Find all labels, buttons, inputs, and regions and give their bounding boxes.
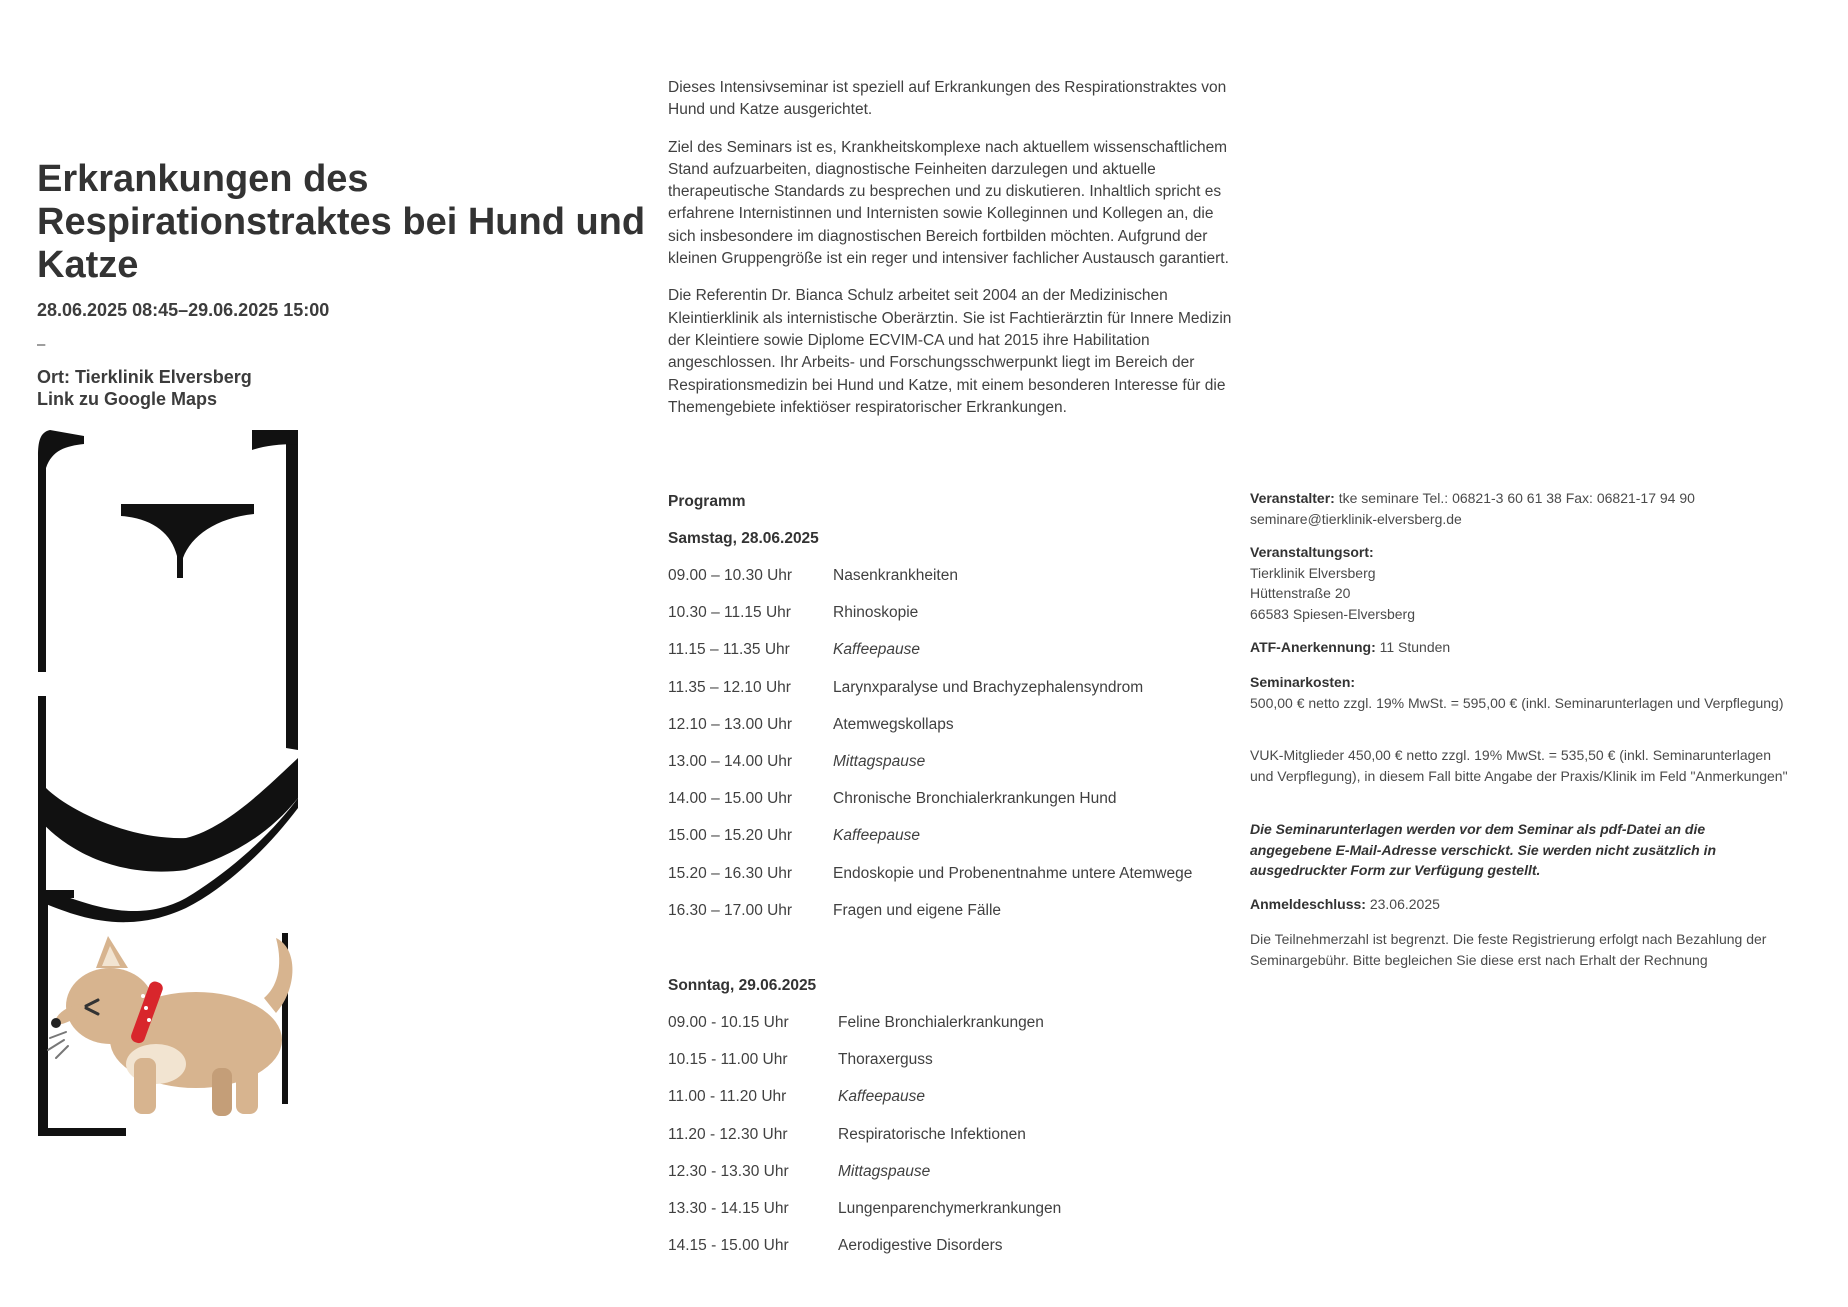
- intro-paragraph: Die Referentin Dr. Bianca Schulz arbeitet seit 2004 an der Medizinischen Kleintierklinik als internistische Oberärztin. Sie ist Fachtierärztin für Innere Medizin der Kleintiere sowie Diplome ECVIM-CA und hat 2015 ihre Habilitation angeschlossen. Ihr Arbeits- und Forschungsschwerpunkt liegt im Bereich der Respirationsmedizin bei Hund und Katze, mit einem besonderen Interesse für die Themengebiete infektiöser respiratorischer Erkrankungen.: [668, 287, 1232, 416]
- schedule-break: Kaffeepause: [838, 1088, 926, 1106]
- atf-value: 11 Stunden: [1375, 639, 1451, 655]
- atf-info: [1250, 637, 1790, 658]
- schedule-topic: Larynxparalyse und Brachyzephalensyndrom: [833, 678, 1144, 696]
- schedule-row: [668, 1088, 1228, 1110]
- schedule-row: [668, 790, 1228, 812]
- schedule-topic: Nasenkrankheiten: [833, 567, 958, 584]
- schedule-row: [668, 1126, 1228, 1148]
- organizer-contact: tke seminare Tel.: 06821-3 60 61 38 Fax: 06821-17 94 90: [1334, 490, 1695, 506]
- schedule-row: [668, 1051, 1228, 1073]
- intro-paragraph: Dieses Intensivseminar ist speziell auf Erkrankungen des Respirationstraktes von Hund und Katze ausgerichtet.: [668, 79, 1227, 119]
- dog-icon: [48, 936, 293, 1116]
- program-heading: Programm: [668, 493, 746, 510]
- schedule-break: Mittagspause: [838, 1162, 931, 1180]
- deadline-info: [1250, 894, 1790, 915]
- seminar-illustration: [36, 428, 354, 1152]
- organizer-email[interactable]: seminare@tierklinik-elversberg.de: [1250, 510, 1462, 527]
- schedule-topic: Aerodigestive Disorders: [838, 1237, 1003, 1255]
- schedule-topic: Feline Bronchialerkrankungen: [838, 1014, 1044, 1031]
- schedule-row: [668, 902, 1228, 924]
- schedule-time: 12.10 – 13.00 Uhr: [668, 715, 793, 733]
- schedule-row: [668, 1237, 1228, 1259]
- day-heading: Sonntag, 29.06.2025: [668, 977, 817, 994]
- schedule-break: Kaffeepause: [833, 641, 921, 659]
- schedule-time: 09.00 - 10.15 Uhr: [668, 1014, 789, 1031]
- schedule-topic: Thoraxerguss: [838, 1051, 933, 1069]
- day-heading: Samstag, 28.06.2025: [668, 530, 819, 547]
- schedule-break: Kaffeepause: [833, 827, 921, 845]
- schedule-time: 09.00 – 10.30 Uhr: [668, 567, 793, 584]
- schedule-time: 13.00 – 14.00 Uhr: [668, 753, 793, 770]
- organizer-info: [1250, 488, 1790, 529]
- schedule-time: 11.35 – 12.10 Uhr: [668, 678, 791, 696]
- costs-info: [1250, 672, 1790, 713]
- venue-line: Tierklinik Elversberg: [1250, 564, 1376, 581]
- intro-paragraph: Ziel des Seminars ist es, Krankheitskomplexe nach aktuellem wissenschaftlichem Stand aufzuarbeiten, diagnostische Feinheiten darzulegen und aktuelle therapeutische Standards zu besprechen und zu diskutieren. Inhaltlich spricht es erfahrene Internistinnen und Internisten sowie Kolleginnen und Kollegen an, die sich insbesondere im diagnostischen Bereich fortbilden möchten. Aufgrund der kleinen Gruppengröße ist ein reger und intensiver fachlicher Austausch garantiert.: [668, 138, 1229, 268]
- schedule-row: [668, 641, 1228, 663]
- venue-info: [1250, 542, 1790, 624]
- schedule-time: 11.00 - 11.20 Uhr: [668, 1088, 787, 1106]
- schedule-time: 14.15 - 15.00 Uhr: [668, 1237, 789, 1255]
- schedule-time: 16.30 – 17.00 Uhr: [668, 901, 793, 919]
- event-datetime: 28.06.2025 08:45–29.06.2025 15:00: [37, 300, 330, 320]
- schedule-row: [668, 753, 1228, 775]
- schedule-row: [668, 1014, 1228, 1036]
- separator-dash: –: [37, 336, 46, 353]
- schedule-row: [668, 1163, 1228, 1185]
- schedule-time: 10.15 - 11.00 Uhr: [668, 1051, 788, 1069]
- google-maps-link[interactable]: Link zu Google Maps: [37, 389, 218, 409]
- schedule-row: [668, 604, 1228, 626]
- schedule-row: [668, 679, 1228, 701]
- atf-label: ATF-Anerkennung:: [1250, 639, 1376, 655]
- venue-line: 66583 Spiesen-Elversberg: [1250, 605, 1415, 622]
- vuk-info: VUK-Mitglieder 450,00 € netto zzgl. 19% MwSt. = 535,50 € (inkl. Seminarunterlagen und Verpflegung), in diesem Fall bitte Angabe der Praxis/Klinik im Feld "Anmerkungen": [1250, 747, 1788, 784]
- schedule-time: 15.20 – 16.30 Uhr: [668, 864, 793, 882]
- event-location: Ort: Tierklinik Elversberg: [37, 367, 252, 387]
- deadline-value: 23.06.2025: [1365, 896, 1440, 912]
- schedule-topic: Chronische Bronchialerkrankungen Hund: [833, 790, 1117, 808]
- intro-text: [668, 77, 1243, 434]
- participants-note: Die Teilnehmerzahl ist begrenzt. Die feste Registrierung erfolgt nach Bezahlung der Seminargebühr. Bitte begleichen Sie diese erst nach Erhalt der Rechnung: [1250, 931, 1767, 968]
- schedule-row: [668, 827, 1228, 849]
- schedule-time: 15.00 – 15.20 Uhr: [668, 827, 793, 845]
- schedule-row: [668, 865, 1228, 887]
- deadline-label: Anmeldeschluss:: [1250, 896, 1366, 912]
- schedule-time: 10.30 – 11.15 Uhr: [668, 604, 791, 622]
- costs-label: Seminarkosten:: [1250, 674, 1356, 690]
- schedule-topic: Atemwegskollaps: [833, 715, 954, 733]
- pdf-note: Die Seminarunterlagen werden vor dem Seminar als pdf-Datei an die angegebene E-Mail-Adresse verschickt. Sie werden nicht zusätzlich in ausgedruckter Form zur Verfügung gestellt.: [1250, 821, 1717, 878]
- schedule-break: Mittagspause: [833, 753, 926, 770]
- costs-text: 500,00 € netto zzgl. 19% MwSt. = 595,00 € (inkl. Seminarunterlagen und Verpflegung): [1250, 694, 1784, 711]
- schedule-topic: Lungenparenchymerkrankungen: [838, 1200, 1062, 1217]
- venue-line: Hüttenstraße 20: [1250, 585, 1351, 601]
- schedule-time: 11.15 – 11.35 Uhr: [668, 641, 790, 659]
- schedule-topic: Fragen und eigene Fälle: [833, 901, 1002, 919]
- schedule-row: [668, 1200, 1228, 1222]
- schedule-time: 11.20 - 12.30 Uhr: [668, 1125, 788, 1143]
- schedule-time: 14.00 – 15.00 Uhr: [668, 790, 793, 808]
- schedule-row: [668, 716, 1228, 738]
- schedule-time: 12.30 - 13.30 Uhr: [668, 1162, 789, 1180]
- schedule-time: 13.30 - 14.15 Uhr: [668, 1200, 789, 1217]
- organizer-label: Veranstalter:: [1250, 490, 1335, 506]
- schedule-topic: Endoskopie und Probenentnahme untere Atemwege: [833, 864, 1193, 882]
- schedule-topic: Respiratorische Infektionen: [838, 1125, 1026, 1143]
- schedule-topic: Rhinoskopie: [833, 604, 919, 622]
- schedule-row: [668, 567, 1228, 589]
- event-title: Erkrankungen des Respirationstraktes bei Hund und Katze: [37, 158, 646, 286]
- venue-label: Veranstaltungsort:: [1250, 544, 1374, 560]
